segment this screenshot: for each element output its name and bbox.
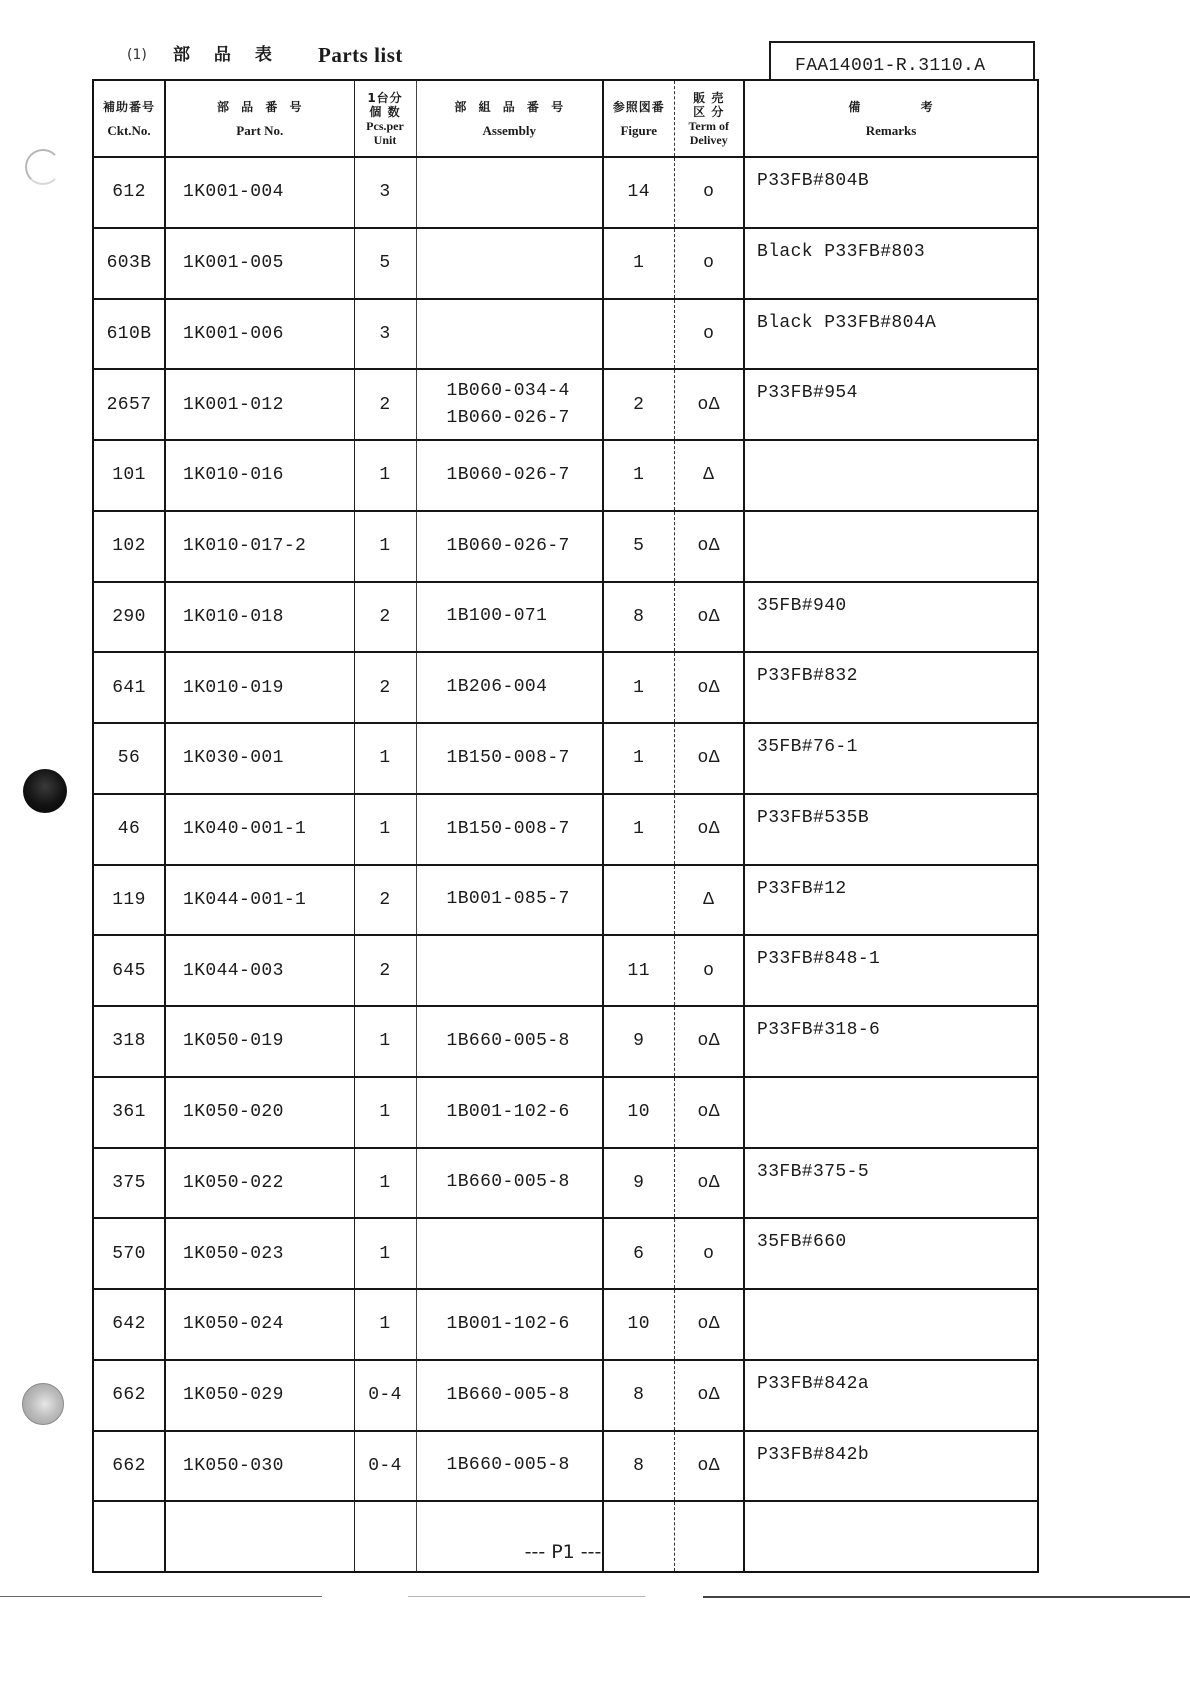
document-number: FAA14001-R.3110.A [795, 56, 986, 76]
table-row [93, 228, 1038, 299]
ckt-no-cell: 662 [93, 1360, 165, 1431]
pcs-per-unit-cell [354, 1501, 416, 1572]
remarks-cell: P33FB#318-6 [744, 1006, 1038, 1077]
assembly-cell: 1B660-005-8 [416, 1360, 603, 1431]
term-of-delivery-cell: oΔ [674, 1077, 744, 1148]
term-of-delivery-cell: oΔ [674, 794, 744, 865]
remarks-cell [744, 440, 1038, 511]
table-row [93, 1431, 1038, 1502]
term-of-delivery-cell: Δ [674, 865, 744, 936]
term-of-delivery-cell: oΔ [674, 1431, 744, 1502]
header-assembly-en: Assembly [482, 122, 536, 138]
figure-cell: 6 [603, 1218, 674, 1289]
term-of-delivery-cell: oΔ [674, 723, 744, 794]
header-part-no [165, 80, 354, 157]
ckt-no-cell: 375 [93, 1148, 165, 1219]
header-term-of-delivery-ja: 販 売 区 分 [693, 90, 725, 119]
assembly-cell: 1B001-102-6 [416, 1077, 603, 1148]
punch-hole [25, 149, 61, 185]
parts-table [92, 79, 1039, 1573]
figure-cell [603, 299, 674, 370]
remarks-cell: Black P33FB#804A [744, 299, 1038, 370]
ckt-no-cell: 290 [93, 582, 165, 653]
remarks-cell: P33FB#832 [744, 652, 1038, 723]
assembly-cell: 1B206-004 [416, 652, 603, 723]
term-of-delivery-cell: o [674, 157, 744, 228]
table-row [93, 794, 1038, 865]
table-row [93, 1148, 1038, 1219]
part-no-cell: 1K040-001-1 [165, 794, 354, 865]
header-ckt-no-en: Ckt.No. [107, 122, 151, 138]
ckt-no-cell: 642 [93, 1289, 165, 1360]
table-row [93, 440, 1038, 511]
part-no-cell: 1K001-004 [165, 157, 354, 228]
ckt-no-cell: 662 [93, 1431, 165, 1502]
pcs-per-unit-cell: 1 [354, 1077, 416, 1148]
part-no-cell: 1K050-023 [165, 1218, 354, 1289]
table-row [93, 157, 1038, 228]
remarks-cell [744, 1501, 1038, 1572]
pcs-per-unit-cell: 1 [354, 440, 416, 511]
part-no-cell: 1K050-029 [165, 1360, 354, 1431]
punch-hole [22, 1383, 64, 1425]
ckt-no-cell: 56 [93, 723, 165, 794]
remarks-cell [744, 1077, 1038, 1148]
figure-cell: 9 [603, 1006, 674, 1077]
pcs-per-unit-cell: 2 [354, 865, 416, 936]
term-of-delivery-cell: o [674, 299, 744, 370]
ckt-no-cell: 641 [93, 652, 165, 723]
figure-cell: 10 [603, 1077, 674, 1148]
table-row [93, 1289, 1038, 1360]
ckt-no-cell: 361 [93, 1077, 165, 1148]
part-no-cell: 1K050-019 [165, 1006, 354, 1077]
table-row [93, 1077, 1038, 1148]
assembly-cell: 1B060-026-7 [416, 440, 603, 511]
part-no-cell: 1K001-006 [165, 299, 354, 370]
table-row [93, 652, 1038, 723]
remarks-cell: P33FB#954 [744, 369, 1038, 440]
table-row [93, 511, 1038, 582]
pcs-per-unit-cell: 1 [354, 794, 416, 865]
ckt-no-cell: 610B [93, 299, 165, 370]
figure-cell: 5 [603, 511, 674, 582]
pcs-per-unit-cell: 1 [354, 1218, 416, 1289]
term-of-delivery-cell: o [674, 1218, 744, 1289]
part-no-cell: 1K044-001-1 [165, 865, 354, 936]
remarks-cell: P33FB#842b [744, 1431, 1038, 1502]
term-of-delivery-cell: Δ [674, 440, 744, 511]
punch-hole [23, 769, 67, 813]
header-term-of-delivery-en: Term of Delivey [688, 118, 730, 147]
remarks-cell: Black P33FB#803 [744, 228, 1038, 299]
figure-cell: 11 [603, 935, 674, 1006]
part-no-cell: 1K010-016 [165, 440, 354, 511]
assembly-cell: 1B001-102-6 [416, 1289, 603, 1360]
header-remarks [744, 80, 1038, 157]
assembly-cell: 1B150-008-7 [416, 794, 603, 865]
header-remarks-en: Remarks [865, 122, 917, 138]
part-no-cell: 1K050-030 [165, 1431, 354, 1502]
header-pcs-per-unit-ja: 1台分 個 数 [367, 90, 403, 119]
remarks-cell: 35FB#940 [744, 582, 1038, 653]
part-no-cell: 1K050-024 [165, 1289, 354, 1360]
figure-cell [603, 865, 674, 936]
figure-cell: 1 [603, 228, 674, 299]
pcs-per-unit-cell: 1 [354, 1289, 416, 1360]
pcs-per-unit-cell: 1 [354, 1148, 416, 1219]
figure-cell: 1 [603, 440, 674, 511]
pcs-per-unit-cell: 2 [354, 582, 416, 653]
table-row [93, 369, 1038, 440]
title-japanese: 部 品 表 [173, 45, 274, 65]
header-figure [603, 80, 674, 157]
ckt-no-cell: 2657 [93, 369, 165, 440]
scan-edge-line [0, 1596, 322, 1597]
ckt-no-cell: 102 [93, 511, 165, 582]
part-no-cell: 1K050-020 [165, 1077, 354, 1148]
part-no-cell: 1K010-017-2 [165, 511, 354, 582]
term-of-delivery-cell: o [674, 228, 744, 299]
pcs-per-unit-cell: 0-4 [354, 1431, 416, 1502]
remarks-cell: P33FB#12 [744, 865, 1038, 936]
part-no-cell: 1K050-022 [165, 1148, 354, 1219]
figure-cell: 1 [603, 723, 674, 794]
term-of-delivery-cell: oΔ [674, 1360, 744, 1431]
figure-cell: 2 [603, 369, 674, 440]
figure-cell: 8 [603, 1360, 674, 1431]
term-of-delivery-cell: oΔ [674, 1289, 744, 1360]
table-row [93, 865, 1038, 936]
pcs-per-unit-cell: 3 [354, 299, 416, 370]
header-figure-ja: 参照図番 [612, 99, 665, 114]
pcs-per-unit-cell: 2 [354, 369, 416, 440]
ckt-no-cell: 645 [93, 935, 165, 1006]
ckt-no-cell: 101 [93, 440, 165, 511]
header-ckt-no [93, 80, 165, 157]
assembly-cell: 1B001-085-7 [416, 865, 603, 936]
remarks-cell [744, 511, 1038, 582]
assembly-cell [416, 228, 603, 299]
table-row [93, 582, 1038, 653]
assembly-cell: 1B100-071 [416, 582, 603, 653]
title-section-number: (1) [127, 47, 147, 63]
pcs-per-unit-cell: 1 [354, 511, 416, 582]
term-of-delivery-cell: oΔ [674, 582, 744, 653]
ckt-no-cell: 570 [93, 1218, 165, 1289]
page-number: --- P1 --- [524, 1541, 602, 1563]
figure-cell: 8 [603, 582, 674, 653]
term-of-delivery-cell: oΔ [674, 369, 744, 440]
term-of-delivery-cell: oΔ [674, 652, 744, 723]
header-figure-en: Figure [620, 122, 658, 138]
part-no-cell: 1K030-001 [165, 723, 354, 794]
header-assembly [416, 80, 603, 157]
figure-cell: 14 [603, 157, 674, 228]
term-of-delivery-cell: oΔ [674, 1148, 744, 1219]
table-row [93, 299, 1038, 370]
assembly-cell: 1B660-005-8 [416, 1148, 603, 1219]
pcs-per-unit-cell: 5 [354, 228, 416, 299]
assembly-cell: 1B060-034-4 1B060-026-7 [416, 369, 603, 440]
header-pcs-per-unit [354, 80, 416, 157]
figure-cell: 8 [603, 1431, 674, 1502]
table-header-row [93, 80, 1038, 157]
figure-cell: 9 [603, 1148, 674, 1219]
assembly-cell [416, 299, 603, 370]
ckt-no-cell: 318 [93, 1006, 165, 1077]
table-row [93, 723, 1038, 794]
figure-cell: 1 [603, 794, 674, 865]
table-body [93, 157, 1038, 1572]
part-no-cell: 1K044-003 [165, 935, 354, 1006]
header-assembly-ja: 部 組 品 番 号 [454, 99, 565, 114]
remarks-cell: P33FB#804B [744, 157, 1038, 228]
pcs-per-unit-cell: 2 [354, 935, 416, 1006]
assembly-cell: 1B150-008-7 [416, 723, 603, 794]
header-part-no-ja: 部 品 番 号 [216, 99, 303, 114]
assembly-cell: 1B660-005-8 [416, 1431, 603, 1502]
term-of-delivery-cell: oΔ [674, 1006, 744, 1077]
ckt-no-cell: 612 [93, 157, 165, 228]
header-term-of-delivery [674, 80, 744, 157]
scan-edge-line [408, 1596, 645, 1597]
ckt-no-cell: 119 [93, 865, 165, 936]
pcs-per-unit-cell: 1 [354, 723, 416, 794]
pcs-per-unit-cell: 1 [354, 1006, 416, 1077]
assembly-cell [416, 1218, 603, 1289]
pcs-per-unit-cell: 2 [354, 652, 416, 723]
term-of-delivery-cell [674, 1501, 744, 1572]
pcs-per-unit-cell: 0-4 [354, 1360, 416, 1431]
part-no-cell: 1K001-005 [165, 228, 354, 299]
header-pcs-per-unit-en: Pcs.per Unit [366, 118, 404, 147]
remarks-cell: P33FB#535B [744, 794, 1038, 865]
pcs-per-unit-cell: 3 [354, 157, 416, 228]
header-part-no-en: Part No. [236, 122, 284, 138]
header-ckt-no-ja: 補助番号 [102, 99, 155, 114]
part-no-cell: 1K010-019 [165, 652, 354, 723]
remarks-cell [744, 1289, 1038, 1360]
figure-cell: 10 [603, 1289, 674, 1360]
table-row [93, 1006, 1038, 1077]
remarks-cell: 35FB#76-1 [744, 723, 1038, 794]
remarks-cell: P33FB#842a [744, 1360, 1038, 1431]
assembly-cell [416, 157, 603, 228]
assembly-cell [416, 935, 603, 1006]
page-title: Parts list [318, 43, 403, 67]
part-no-cell: 1K010-018 [165, 582, 354, 653]
header-remarks-ja: 備 考 [848, 99, 934, 114]
remarks-cell: 35FB#660 [744, 1218, 1038, 1289]
part-no-cell: 1K001-012 [165, 369, 354, 440]
ckt-no-cell [93, 1501, 165, 1572]
remarks-cell: 33FB#375-5 [744, 1148, 1038, 1219]
table-row [93, 1360, 1038, 1431]
scan-edge-line [703, 1596, 1190, 1598]
term-of-delivery-cell: o [674, 935, 744, 1006]
table-row [93, 1218, 1038, 1289]
term-of-delivery-cell: oΔ [674, 511, 744, 582]
assembly-cell: 1B060-026-7 [416, 511, 603, 582]
ckt-no-cell: 46 [93, 794, 165, 865]
remarks-cell: P33FB#848-1 [744, 935, 1038, 1006]
document-number-box [769, 41, 1035, 79]
table-row [93, 935, 1038, 1006]
assembly-cell: 1B660-005-8 [416, 1006, 603, 1077]
ckt-no-cell: 603B [93, 228, 165, 299]
figure-cell: 1 [603, 652, 674, 723]
part-no-cell [165, 1501, 354, 1572]
